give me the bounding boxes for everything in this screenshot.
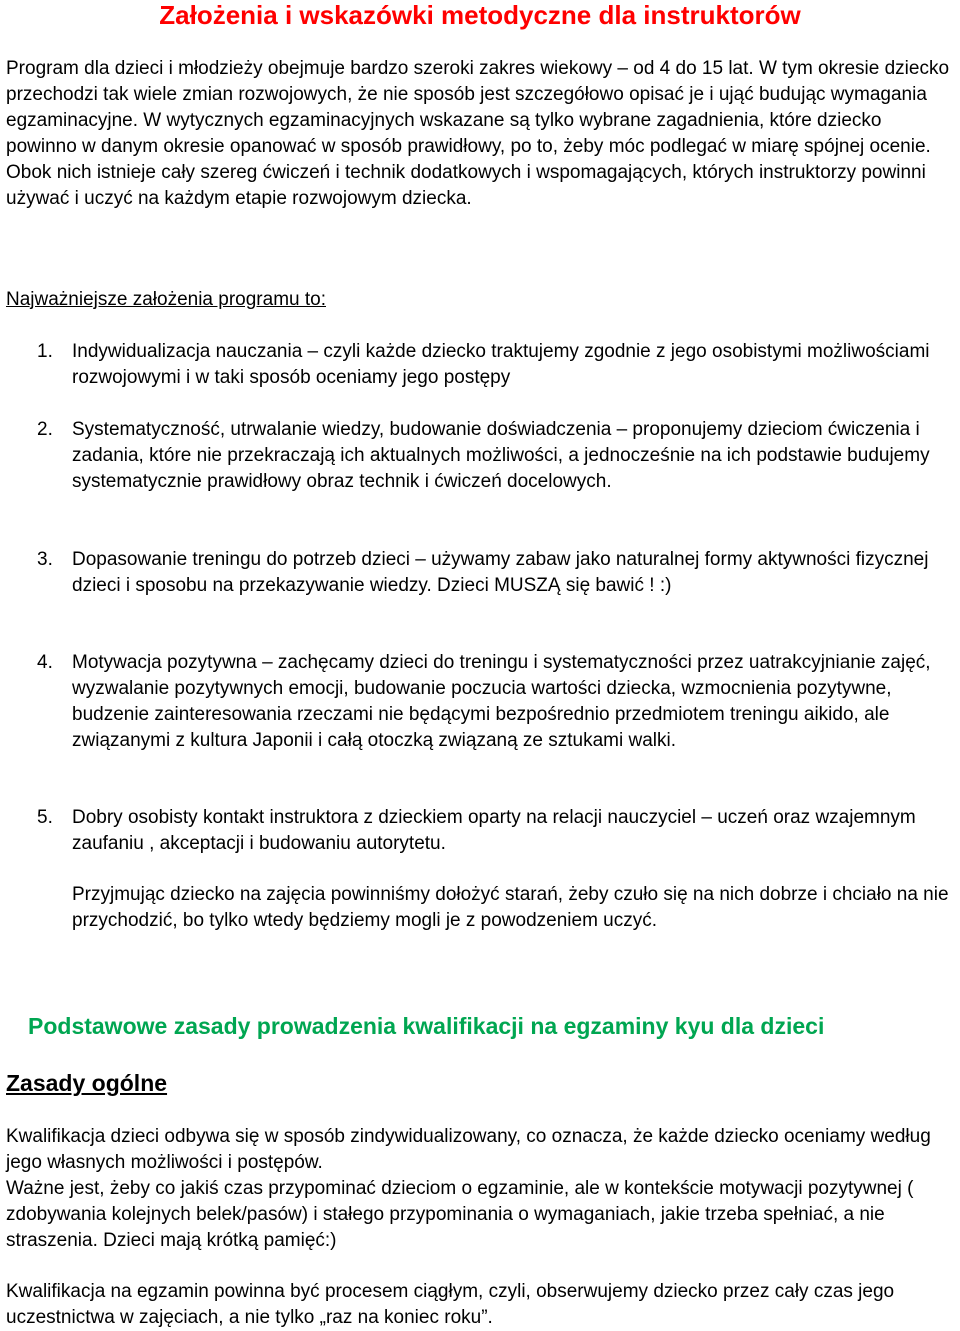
subheading-general-rules: Zasady ogólne <box>6 1070 168 1096</box>
rules-paragraph: Kwalifikacja dzieci odbywa się w sposób zindywidualizowany, co oznacza, że każde dziecko oceniamy według jego własnych możliwości i postępów. Ważne jest, żeby co jakiś czas przypominać dzieciom o egzaminie, ale w kontekście motywacji pozytywnej ( zdobywania kolejnych belek/pasów) i stałego przypominania o wymaganiach, jakie trzeba spełniać, a nie straszenia. Dzieci mają krótką pamięć:) <box>6 1126 931 1251</box>
closing-paragraph: Przyjmując dziecko na zajęcia powinniśmy dołożyć starań, żeby czuło się na nich dobrze i chciało na nie przychodzić, bo tylko wtedy będziemy mogli je z powodzeniem uczyć. <box>72 884 949 931</box>
section-title: Podstawowe zasady prowadzenia kwalifikacji na egzaminy kyu dla dzieci <box>28 1013 825 1039</box>
principle-number: 5. <box>37 807 53 828</box>
rules-paragraph: Kwalifikacja na egzamin powinna być procesem ciągłym, czyli, obserwujemy dziecko przez cały czas jego uczestnictwa w zajęciach, a nie tylko „raz na koniec roku”. <box>6 1281 895 1328</box>
principle-text: Indywidualizacja nauczania – czyli każde dziecko traktujemy zgodnie z jego osobistymi możliwościami rozwojowymi i w taki sposób oceniamy jego postępy <box>72 341 930 388</box>
principles-lead: Najważniejsze założenia programu to: <box>6 289 326 310</box>
principle-text: Dobry osobisty kontakt instruktora z dzieckiem oparty na relacji nauczyciel – uczeń oraz wzajemnym zaufaniu , akceptacji i budowaniu autorytetu. <box>72 807 916 854</box>
principle-number: 4. <box>37 652 53 673</box>
intro-paragraph: Program dla dzieci i młodzieży obejmuje bardzo szeroki zakres wiekowy – od 4 do 15 lat. W tym okresie dziecko przechodzi tak wiele zmian rozwojowych, że nie sposób jest szczegółowo opisać je i ująć budując wymagania egzaminacyjne. W wytycznych egzaminacyjnych wskazane są tylko wybrane zagadnienia, które dziecko powinno w danym okresie opanować w sposób prawidłowy, po to, żeby móc podlegać w miarę spójnej ocenie. Obok nich istnieje cały szereg ćwiczeń i technik dodatkowych i wspomagających, których instruktorzy powinni używać i uczyć na każdym etapie rozwojowym dziecka. <box>6 58 950 209</box>
principle-text: Motywacja pozytywna – zachęcamy dzieci do treningu i systematyczności przez uatrakcyjnianie zajęć, wyzwalanie pozytywnych emocji, budowanie poczucia wartości dziecka, wzmocnienia pozytywne, budzenie zainteresowania rzeczami nie będącymi bezpośrednio przedmiotem treningu aikido, ale związanymi z kultura Japonii i całą otoczką związaną ze sztukami walki. <box>72 652 931 751</box>
principle-text: Dopasowanie treningu do potrzeb dzieci – używamy zabaw jako naturalnej formy aktywności fizycznej dzieci i sposobu na przekazywanie wiedzy. Dzieci MUSZĄ się bawić ! :) <box>72 549 929 596</box>
principle-number: 2. <box>37 419 53 440</box>
page-title: Założenia i wskazówki metodyczne dla instruktorów <box>159 0 801 30</box>
principle-text: Systematyczność, utrwalanie wiedzy, budowanie doświadczenia – proponujemy dzieciom ćwiczenia i zadania, które nie przekraczają ich aktualnych możliwości, a jednocześnie na ich podstawie budujemy systematycznie prawidłowy obraz technik i ćwiczeń docelowych. <box>72 419 930 492</box>
principle-number: 3. <box>37 549 53 570</box>
principle-number: 1. <box>37 341 53 362</box>
